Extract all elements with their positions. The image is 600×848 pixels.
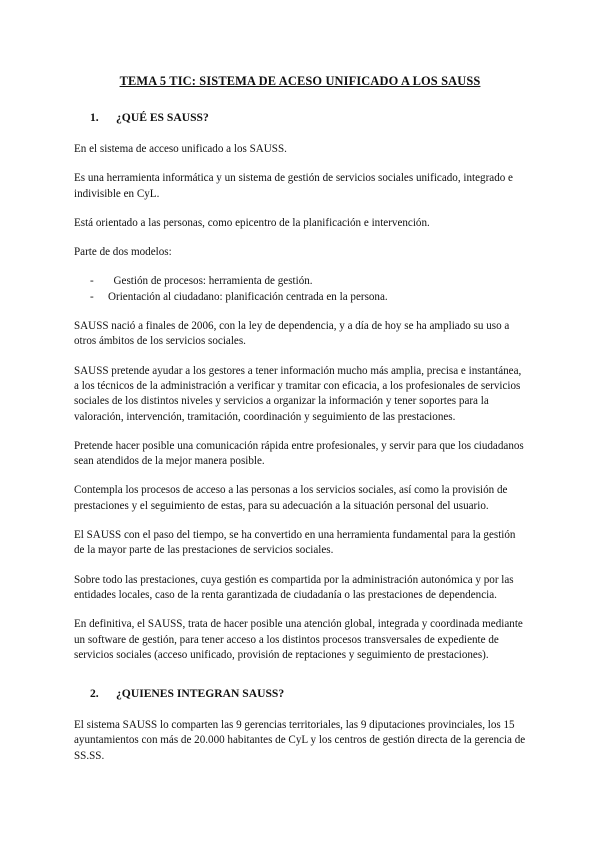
- paragraph: Está orientado a las personas, como epicentro de la planificación e intervención.: [74, 216, 430, 229]
- list-dash: -: [90, 275, 94, 288]
- paragraph: Pretende hacer posible una comunicación rápida entre profesionales, y servir para que los ciudadanos sean atendidos de la mejor manera posible.: [74, 439, 524, 468]
- list-item-text: Orientación al ciudadano: planificación centrada en la persona.: [108, 290, 388, 303]
- document-title: TEMA 5 TIC: SISTEMA DE ACESO UNIFICADO A LOS SAUSS: [119, 74, 481, 88]
- section-spacer: [74, 677, 526, 687]
- paragraph: El SAUSS con el paso del tiempo, se ha convertido en una herramienta fundamental para la gestión de la mayor parte de las prestaciones de servicios sociales.: [74, 529, 516, 557]
- list-item: [74, 274, 526, 289]
- paragraph: En definitiva, el SAUSS, trata de hacer posible una atención global, integrada y coordinada mediante un software de gestión, para tener acceso a los distintos procesos transversales de expediente de servicios sociales (acceso unificado, provisión de reptaciones y seguimiento de prestaciones).: [74, 618, 523, 661]
- paragraph: SAUSS pretende ayudar a los gestores a tener información mucho más amplia, precisa e instantánea, a los técnicos de la administración a verificar y tramitar con eficacia, a los profesionales de servicios sociales de los distintos niveles y servicios a organizar la información y tener soportes para la valoración, intervención, tramitación, coordinación y seguimiento de las prestaciones.: [74, 364, 522, 423]
- section-2-heading: [90, 687, 526, 701]
- section-1-heading: [90, 111, 526, 125]
- paragraph: En el sistema de acceso unificado a los SAUSS.: [74, 143, 287, 155]
- section-2-title: ¿QUIENES INTEGRAN SAUSS?: [116, 687, 285, 701]
- section-1-title: ¿QUÉ ES SAUSS?: [116, 111, 209, 124]
- list-item-text: Gestión de procesos: herramienta de gestión.: [108, 275, 313, 288]
- paragraph: Contempla los procesos de acceso a las personas a los servicios sociales, así como la provisión de prestaciones y el seguimiento de estas, para su adecuación a la situación personal del usuario.: [74, 484, 508, 512]
- paragraph: Sobre todo las prestaciones, cuya gestión es compartida por la administración autonómica y por las entidades locales, caso de la renta garantizada de ciudadanía o las prestaciones de dependencia.: [74, 573, 514, 601]
- paragraph: El sistema SAUSS lo comparten las 9 gerencias territoriales, las 9 diputaciones provinciales, los 15 ayuntamientos con más de 20.000 habitantes de CyL y los centros de gestión directa de la gerencia de SS.SS.: [74, 719, 526, 762]
- section-2-number: 2.: [90, 687, 99, 701]
- paragraph: Es una herramienta informática y un sistema de gestión de servicios sociales unificado, integrado e indivisible en CyL.: [74, 172, 513, 200]
- paragraph: SAUSS nació a finales de 2006, con la ley de dependencia, y a día de hoy se ha ampliado su uso a otros ámbitos de los servicios sociales.: [74, 320, 510, 348]
- models-list: [74, 274, 526, 305]
- list-item: [74, 290, 526, 305]
- paragraph: Parte de dos modelos:: [74, 246, 172, 259]
- list-dash: -: [90, 290, 94, 303]
- section-1-number: 1.: [90, 111, 99, 124]
